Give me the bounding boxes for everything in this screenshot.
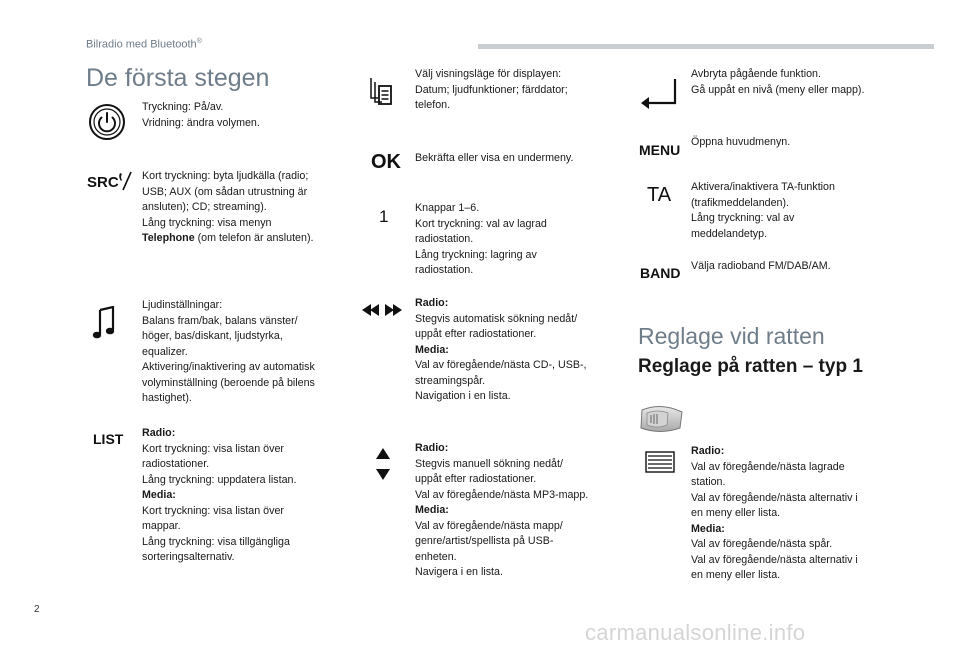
thumbwheel-icon bbox=[645, 450, 675, 474]
src-description: Kort tryckning: byta ljudkälla (radio; USB; AUX (om sådan utrustning är ansluten); CD; streaming). Lång tryckning: visa menyn Telephone (om telefon är ansluten). bbox=[142, 170, 314, 244]
up-down-description: Radio: Stegvis manuell sökning nedåt/ uppåt efter radiostationer. Val av föregående/nästa MP3-mapp. Media: Val av föregående/nästa mapp/ genre/artist/spellista på USB- enheten. Navigera i en lista. bbox=[415, 442, 589, 578]
page-number: 2 bbox=[34, 604, 40, 615]
src-button-icon: SRC bbox=[87, 174, 119, 191]
menu-button-icon: MENU bbox=[639, 142, 681, 158]
ok-button-icon: OK bbox=[371, 151, 401, 173]
thumbwheel-description: Radio: Val av föregående/nästa lagrade station. Val av föregående/nästa alternativ i en meny eller lista. Media: Val av föregående/nästa spår. Val av föregående/nästa alternativ i en meny eller lista. bbox=[691, 445, 858, 581]
band-button-icon: BAND bbox=[640, 265, 681, 281]
header-rule bbox=[478, 44, 934, 49]
power-description: Tryckning: På/av. Vridning: ändra volymen. bbox=[142, 101, 260, 129]
steering-control-icon bbox=[638, 404, 684, 434]
running-header: Bilradio med Bluetooth® bbox=[86, 38, 202, 51]
subsection-title-wheel-type-1: Reglage på ratten – typ 1 bbox=[638, 356, 863, 377]
back-description: Avbryta pågående funktion. Gå uppåt en nivå (meny eller mapp). bbox=[691, 68, 865, 96]
power-knob-icon bbox=[88, 103, 126, 141]
ok-description: Bekräfta eller visa en undermeny. bbox=[415, 152, 574, 164]
display-mode-description: Välj visningsläge för displayen: Datum; ljudfunktioner; färddator; telefon. bbox=[415, 68, 568, 111]
music-note-icon bbox=[92, 306, 116, 340]
ta-button-icon: TA bbox=[647, 184, 672, 206]
seek-arrows-icon bbox=[362, 303, 402, 317]
ta-description: Aktivera/inaktivera TA-funktion (trafikmeddelanden). Lång tryckning: val av meddelandetyp. bbox=[691, 181, 835, 240]
section-title-wheel-controls: Reglage vid ratten bbox=[638, 323, 825, 349]
preset-keys-description: Knappar 1–6. Kort tryckning: val av lagrad radiostation. Lång tryckning: lagring av radiostation. bbox=[415, 202, 547, 276]
menu-description: Öppna huvudmenyn. bbox=[691, 136, 791, 148]
display-mode-icon bbox=[370, 76, 394, 106]
seek-description: Radio: Stegvis automatisk sökning nedåt/ uppåt efter radiostationer. Media: Val av föregående/nästa CD-, USB-, streamingspår. Navigation i en lista. bbox=[415, 297, 587, 402]
band-description: Välja radioband FM/DAB/AM. bbox=[691, 260, 831, 272]
up-down-arrows-icon bbox=[376, 448, 390, 480]
list-button-icon: LIST bbox=[93, 431, 124, 447]
audio-settings-description: Ljudinställningar: Balans fram/bak, balans vänster/ höger, bas/diskant, ljudstyrka, equalizer. Aktivering/inaktivering av automatisk volyminställning (beroende på bilens hastighet). bbox=[142, 299, 315, 404]
list-description: Radio: Kort tryckning: visa listan över radiostationer. Lång tryckning: uppdatera listan. Media: Kort tryckning: visa listan över mappar. Lång tryckning: visa tillgängliga sorteringsalternativ. bbox=[142, 427, 297, 563]
back-arrow-icon bbox=[641, 77, 679, 109]
phone-handset-icon bbox=[117, 170, 133, 192]
preset-key-icon: 1 bbox=[379, 207, 389, 226]
section-title-first-steps: De första stegen bbox=[86, 64, 270, 92]
watermark: carmanualsonline.info bbox=[585, 620, 806, 645]
